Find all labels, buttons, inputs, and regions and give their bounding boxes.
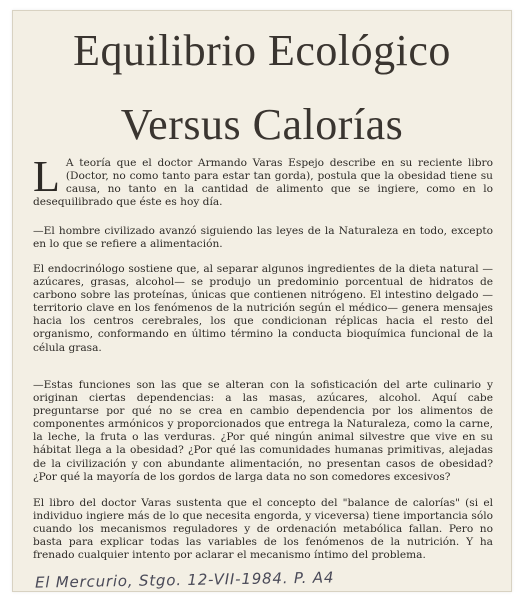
paragraph-intro bbox=[33, 152, 493, 209]
paragraph-intro-text: A teoría que el doctor Armando Varas Espejo describe en su reciente libro (Doctor, no como tanto para estar tan gorda), postula que la obesidad tiene su causa, no tanto en la cantidad de alimento que se ingiere, como en lo desequilibrado que éste es hoy día. bbox=[33, 157, 493, 209]
headline-line-1: Equilibrio Ecológico bbox=[73, 26, 451, 75]
paragraph-3: El endocrinólogo sostiene que, al separar algunos ingredientes de la dieta natural —azúcares, grasas, alcohol— se produjo un predominio porcentual de hidratos de carbono sobre las proteínas, únicas que contienen nitrógeno. El intestino delgado —territorio clave en los fenómenos de la nutrición según el médico— genera mensajes hacia los centros cerebrales, los que condicionan réplicas hacia el resto del organismo, conformando en último término la conducta bioquímica funcional de la célula grasa. bbox=[33, 263, 493, 354]
paragraph-5: El libro del doctor Varas sustenta que el concepto del "balance de calorías" (si el individuo ingiere más de lo que necesita engorda, y viceversa) tiene importancia sólo cuando los mecanismos reguladores y de ordenación metabólica fallan. Pero no basta para explicar todas las variables de los fenómenos de la nutrición. Y ha frenado cualquier intento por aclarar el mecanismo íntimo del problema. bbox=[33, 497, 493, 562]
paragraph-4: —Estas funciones son las que se alteran con la sofisticación del arte culinario y originan ciertas dependencias: a las masas, azúcares, alcohol. Aquí cabe preguntarse por qué no se crea en cambio dependencia por los alimentos de componentes armónicos y proporcionados que entrega la Naturaleza, como la carne, la leche, la fruta o las verduras. ¿Por qué ningún animal silvestre que vive en su hábitat llega a la obesidad? ¿Por qué las comunidades humanas primitivas, alejadas de la civilización y con abundante alimentación, no presentan casos de obesidad? ¿Por qué la mayoría de los gordos de larga data no son comedores excesivos? bbox=[33, 379, 493, 483]
drop-cap: L bbox=[33, 152, 60, 201]
headline-line-2: Versus Calorías bbox=[120, 100, 404, 149]
handwritten-source-note: El Mercurio, Stgo. 12-VII-1984. P. A4 bbox=[34, 568, 335, 592]
newspaper-clipping bbox=[12, 10, 512, 592]
paragraph-2: —El hombre civilizado avanzó siguiendo las leyes de la Naturaleza en todo, excepto en lo que se refiere a alimentación. bbox=[33, 225, 493, 251]
